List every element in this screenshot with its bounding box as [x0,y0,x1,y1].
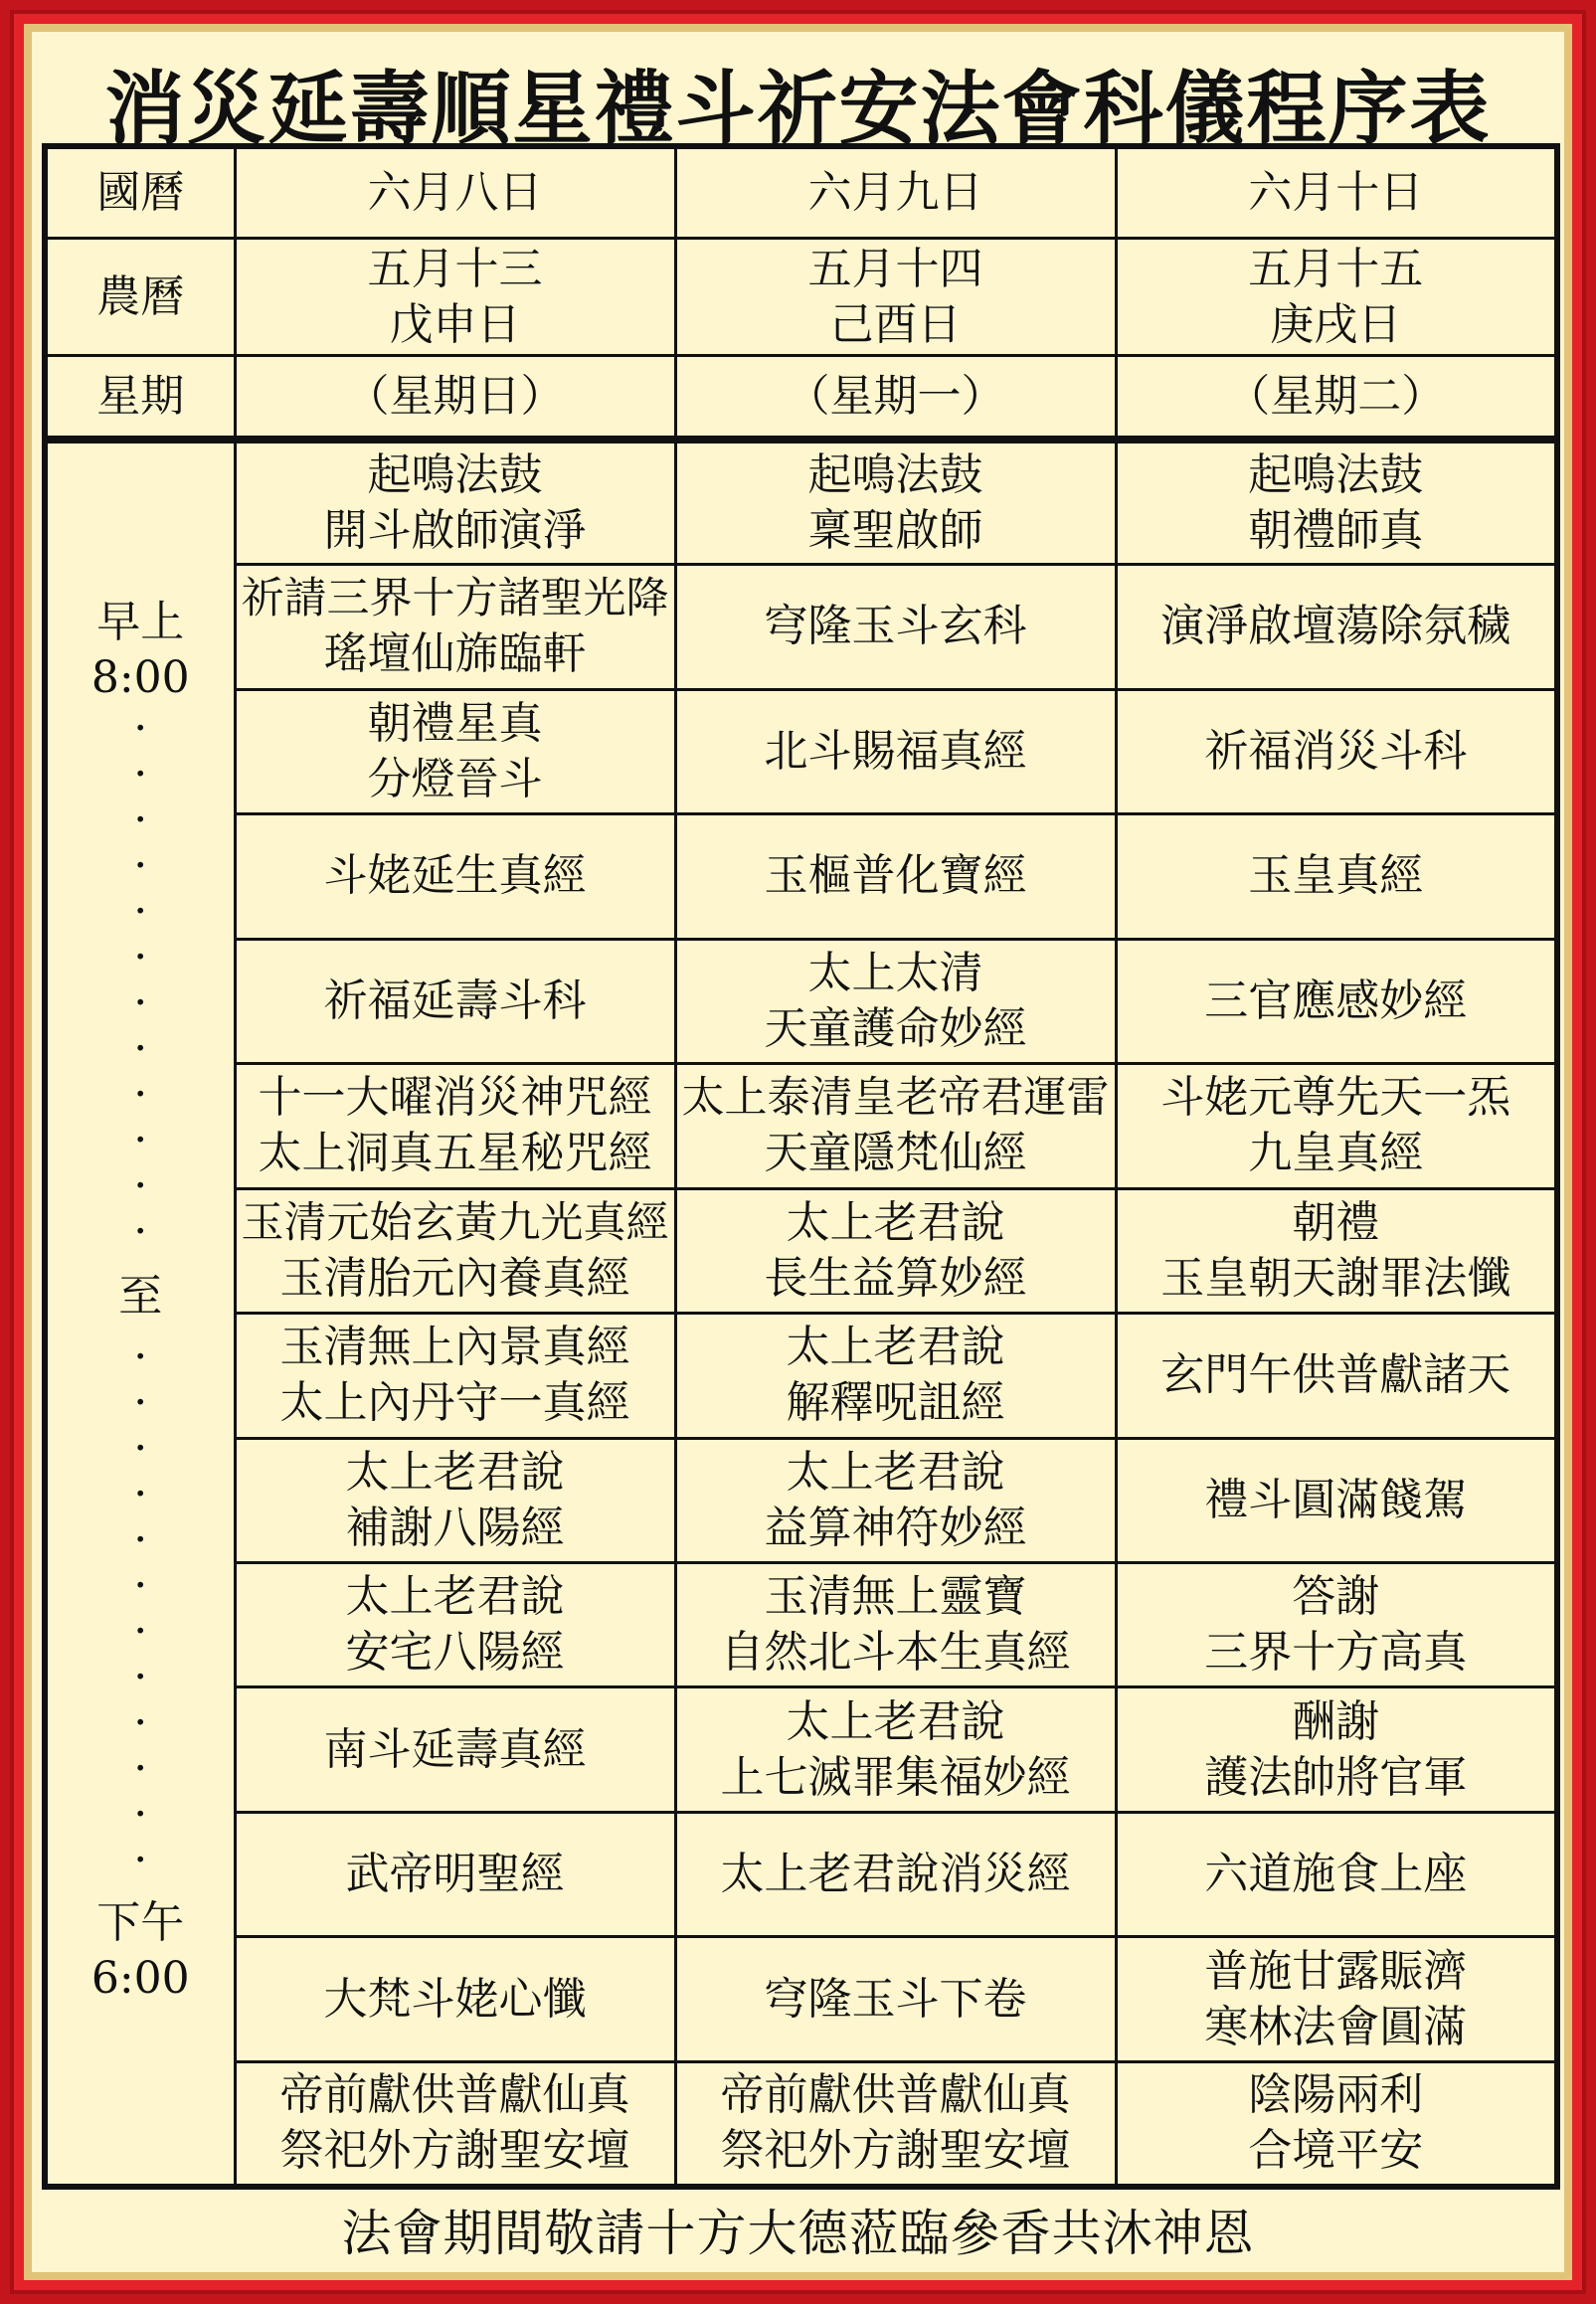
schedule-row [45,1438,1557,1562]
program-cell [235,814,675,939]
program-item: 北斗賜福真經 [764,725,1027,777]
program-cell [675,440,1116,564]
lunar-month-day: 五月十四 [807,243,983,294]
program-cell [235,1937,675,2061]
schedule-row [45,1812,1557,1936]
time-dot: · [133,1835,148,1886]
program-item: 太上老君說 [786,1446,1005,1498]
program-item: 三官應感妙經 [1204,975,1468,1026]
time-dot: · [133,1206,148,1258]
solar-date-row [45,146,1557,238]
program-item: 起鳴法鼓 [1248,449,1424,501]
program-item: 十一大曜消災神咒經 [258,1072,652,1124]
program-item: 酬謝 [1292,1695,1380,1747]
program-item: 祈請三界十方諸聖光降 [241,574,669,624]
program-item: 太上老君說 [786,1196,1005,1248]
lunar-date [675,238,1116,355]
program-cell [1116,1314,1557,1438]
program-item: 三界十方高真 [1204,1627,1468,1679]
start-time: 8:00 [90,652,190,704]
start-time-label: 早上 [96,597,185,648]
program-item: 斗姥延生真經 [323,850,587,902]
program-item: 禮斗圓滿餞駕 [1204,1474,1468,1525]
lunar-ganzhi: 戊申日 [389,298,521,350]
lunar-date [235,238,675,355]
schedule-row [45,1563,1557,1687]
weekday: （星期一） [675,356,1116,440]
program-item: 陰陽兩利 [1248,2069,1424,2121]
solar-label: 國曆 [45,146,235,238]
program-cell [1116,2061,1557,2187]
program-cell [675,1438,1116,1562]
program-item: 太上老君說消災經 [720,1849,1071,1900]
program-cell [675,939,1116,1063]
program-item: 帝前獻供普獻仙真 [720,2069,1071,2121]
program-item: 益算神符妙經 [764,1502,1027,1553]
schedule-row [45,814,1557,939]
program-cell [235,1188,675,1313]
program-cell [235,1563,675,1687]
program-item: 穹隆玉斗玄科 [764,601,1027,652]
program-cell [675,565,1116,689]
time-dot: · [133,1743,148,1795]
footer-note: 法會期間敬請十方大德蒞臨參香共沐神恩 [341,2205,1255,2262]
program-item: 太上老君說 [786,1322,1005,1373]
program-item: 寒林法會圓滿 [1204,2001,1468,2052]
program-item: 分燈晉斗 [367,753,543,804]
lunar-ganzhi: 庚戌日 [1270,298,1402,350]
program-cell [1116,1438,1557,1562]
page-title: 消災延壽順星禮斗祈安法會科儀程序表 [104,63,1492,155]
lunar-date [1116,238,1557,355]
program-item: 天童隱梵仙經 [764,1128,1027,1179]
program-item: 玉清無上內景真經 [279,1322,630,1373]
program-item: 祭祀外方謝聖安壇 [720,2125,1071,2177]
program-cell [1116,814,1557,939]
weekday: （星期二） [1116,356,1557,440]
program-cell [675,1812,1116,1936]
program-item: 太上太清 [807,947,983,998]
program-item: 起鳴法鼓 [807,449,983,501]
program-cell [675,1188,1116,1313]
program-item: 普施甘露賑濟 [1204,1945,1468,1997]
program-cell [675,689,1116,813]
program-item: 朝禮師真 [1248,505,1424,557]
program-cell [1116,1937,1557,2061]
schedule-row [45,939,1557,1063]
program-item: 太上老君說 [345,1571,565,1623]
program-item: 玉皇朝天謝罪法懺 [1160,1252,1511,1304]
program-cell [1116,1188,1557,1313]
program-item: 祈福延壽斗科 [323,975,587,1026]
program-cell [235,1687,675,1812]
time-dot: · [133,749,148,800]
schedule-table [42,143,1560,2190]
schedule-row [45,565,1557,689]
program-item: 太上內丹守一真經 [279,1377,630,1429]
program-cell [1116,565,1557,689]
schedule-row [45,1314,1557,1438]
program-item: 太上老君說 [786,1695,1005,1747]
time-dot: · [133,1514,148,1566]
program-item: 太上老君說 [345,1446,565,1498]
time-dot: · [133,1560,148,1612]
lunar-month-day: 五月十五 [1248,243,1424,294]
program-item: 九皇真經 [1248,1128,1424,1179]
end-time-label: 下午 [96,1897,185,1949]
time-range-to: 至 [118,1271,163,1323]
time-dot: · [133,1697,148,1749]
program-cell [675,1937,1116,2061]
program-item: 玉樞普化寶經 [764,850,1027,902]
program-item: 演淨啟壇蕩除氛穢 [1160,601,1511,652]
time-dot: · [133,1115,148,1166]
program-item: 答謝 [1292,1571,1380,1623]
weekday-label: 星期 [45,356,235,440]
lunar-label: 農曆 [45,238,235,355]
time-dot: · [133,840,148,892]
program-item: 自然北斗本生真經 [720,1627,1071,1679]
program-item: 上七滅罪集福妙經 [720,1751,1071,1803]
program-item: 玉皇真經 [1248,850,1424,902]
solar-date: 六月八日 [235,146,675,238]
schedule-row [45,1064,1557,1188]
program-cell [1116,1812,1557,1936]
program-cell [1116,939,1557,1063]
program-cell [675,1064,1116,1188]
program-item: 斗姥元尊先天一炁 [1160,1072,1511,1124]
program-item: 開斗啟師演淨 [323,505,587,557]
program-item: 朝禮星真 [367,697,543,749]
time-dot: · [133,1652,148,1703]
program-cell [235,565,675,689]
program-cell [235,1812,675,1936]
lunar-month-day: 五月十三 [367,243,543,294]
time-dot: · [133,932,148,983]
program-item: 玄門午供普獻諸天 [1160,1349,1511,1401]
program-cell [235,2061,675,2187]
program-cell [675,1563,1116,1687]
lunar-date-row [45,238,1557,355]
solar-date: 六月十日 [1116,146,1557,238]
time-range-cell [45,440,235,2187]
program-item: 起鳴法鼓 [367,449,543,501]
program-cell [235,440,675,564]
program-item: 瑤壇仙旆臨軒 [323,628,587,680]
program-item: 大梵斗姥心懺 [323,1973,587,2025]
time-dot: · [133,1160,148,1212]
program-item: 稟聖啟師 [807,505,983,557]
lunar-ganzhi: 己酉日 [829,298,962,350]
program-item: 六道施食上座 [1204,1849,1468,1900]
program-cell [1116,1563,1557,1687]
program-item: 合境平安 [1248,2125,1424,2177]
program-item: 朝禮 [1292,1196,1380,1248]
time-dot: · [133,1789,148,1841]
program-item: 解釋呪詛經 [786,1377,1005,1429]
schedule-row [45,1937,1557,2061]
program-item: 帝前獻供普獻仙真 [279,2069,630,2121]
time-dot: · [133,1377,148,1429]
weekday: （星期日） [235,356,675,440]
time-dot: · [133,795,148,846]
program-cell [235,689,675,813]
schedule-row [45,1687,1557,1812]
solar-date: 六月九日 [675,146,1116,238]
time-dot: · [133,1423,148,1475]
time-dot: · [133,1023,148,1075]
program-cell [235,1438,675,1562]
time-dot: · [133,1606,148,1658]
program-cell [235,939,675,1063]
program-item: 武帝明聖經 [345,1849,565,1900]
program-cell [1116,1687,1557,1812]
schedule-row [45,2061,1557,2187]
schedule-row [45,1188,1557,1313]
schedule-row [45,689,1557,813]
end-time: 6:00 [90,1953,190,2005]
program-cell [1116,440,1557,564]
program-item: 祈福消災斗科 [1204,725,1468,777]
poster [32,32,1564,2272]
program-item: 補謝八陽經 [345,1502,565,1553]
program-item: 穹隆玉斗下卷 [764,1973,1027,2025]
time-dot: · [133,1069,148,1121]
program-cell [1116,689,1557,813]
program-cell [235,1064,675,1188]
program-cell [675,814,1116,939]
program-item: 玉清胎元內養真經 [279,1252,630,1304]
program-item: 玉清無上靈寶 [764,1571,1027,1623]
program-cell [675,1687,1116,1812]
program-item: 玉清元始玄黃九光真經 [241,1197,669,1248]
program-item: 安宅八陽經 [345,1627,565,1679]
program-item: 太上洞真五星秘咒經 [258,1128,652,1179]
program-item: 護法帥將官軍 [1204,1751,1468,1803]
program-item: 太上泰清皇老帝君運雷 [681,1073,1110,1124]
time-dot: · [133,1331,148,1383]
time-dot: · [133,886,148,938]
schedule-row [45,440,1557,564]
program-cell [1116,1064,1557,1188]
program-cell [235,1314,675,1438]
time-dot: · [133,977,148,1029]
program-item: 祭祀外方謝聖安壇 [279,2125,630,2177]
program-item: 天童護命妙經 [764,1002,1027,1054]
time-dot: · [133,703,148,755]
program-cell [675,1314,1116,1438]
program-item: 長生益算妙經 [764,1252,1027,1304]
program-item: 南斗延壽真經 [323,1723,587,1775]
weekday-row [45,356,1557,440]
time-dot: · [133,1469,148,1520]
program-cell [675,2061,1116,2187]
